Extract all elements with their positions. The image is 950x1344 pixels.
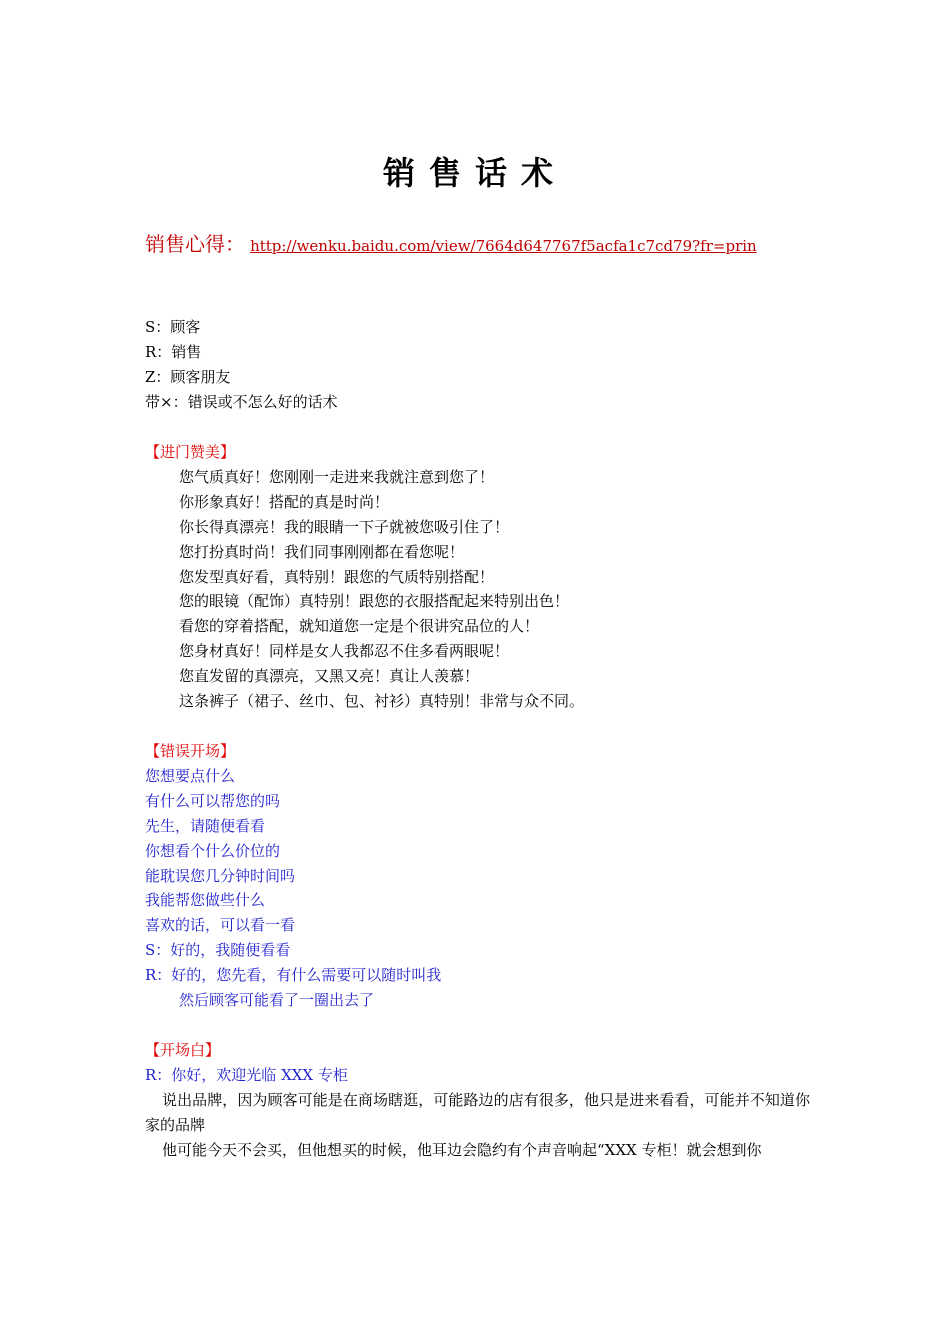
script-note: 然后顾客可能看了一圈出去了 [179,991,375,1010]
script-line: 您想要点什么 [145,766,236,785]
script-line: 先生，请随便看看 [145,816,266,835]
script-line: 您身材真好！同样是女人我都忍不住多看两眼呢！ [179,642,510,661]
opening-section [145,1038,810,1163]
section-heading: 【错误开场】 [145,742,236,760]
explanation-paragraph: 说出品牌，因为顾客可能是在商场瞎逛，可能路边的店有很多，他只是进来看看，可能并不知道你家的品牌 [145,1090,810,1134]
legend-item: 带×：错误或不怎么好的话术 [145,392,338,411]
script-line: 这条裤子（裙子、丝巾、包、衬衫）真特别！非常与众不同。 [179,692,585,711]
script-line: 您打扮真时尚！我们同事刚刚都在看您呢！ [179,542,465,561]
page-title: 销售话术 [382,154,567,192]
script-line: 您气质真好！您刚刚一走进来我就注意到您了！ [179,467,495,486]
legend-item: S：顾客 [145,318,201,336]
source-line [145,228,757,257]
script-line: 你想看个什么价位的 [145,841,281,860]
script-line: R：好的，您先看，有什么需要可以随时叫我 [145,966,442,985]
script-line: 能耽误您几分钟时间吗 [145,866,296,885]
compliment-section [145,440,810,714]
script-line: 我能帮您做些什么 [145,891,266,910]
explanation-paragraph: 他可能今天不会买，但他想买的时候，他耳边会隐约有个声音响起“XXX 专柜！就会想到你 [162,1140,762,1159]
script-line: 你长得真漂亮！我的眼睛一下子就被您吸引住了！ [179,517,510,536]
script-line: 有什么可以帮您的吗 [145,791,281,810]
script-line: S：好的，我随便看看 [145,941,291,960]
legend-item: Z：顾客朋友 [145,367,231,386]
section-heading: 【进门赞美】 [145,443,236,461]
source-link[interactable]: http://wenku.baidu.com/view/7664d647767f5acfa1c7cd79?fr=prin [250,237,757,255]
script-line: 您的眼镜（配饰）真特别！跟您的衣服搭配起来特别出色！ [179,592,570,611]
script-line: 您直发留的真漂亮，又黑又亮！真让人羡慕！ [179,667,480,686]
source-label: 销售心得： [145,232,245,256]
script-line: 您发型真好看，真特别！跟您的气质特别搭配！ [179,567,495,586]
script-line: 喜欢的话，可以看一看 [145,916,296,935]
script-line: 你形象真好！搭配的真是时尚！ [179,492,390,511]
wrong-opening-section [145,739,810,1013]
script-line: R：你好，欢迎光临 XXX 专柜 [145,1065,348,1084]
script-line: 看您的穿着搭配，就知道您一定是个很讲究品位的人！ [179,617,540,636]
legend-block [145,315,810,415]
section-heading: 【开场白】 [145,1041,221,1059]
legend-item: R：销售 [145,342,202,361]
